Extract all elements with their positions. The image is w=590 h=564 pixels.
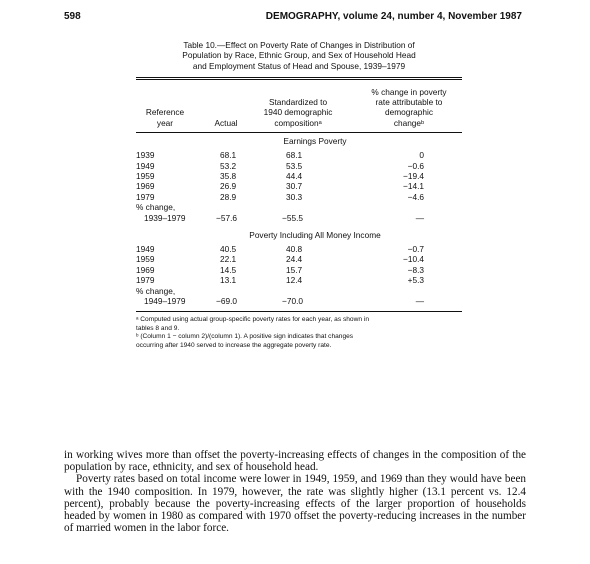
cell-year: 1969: [136, 181, 155, 192]
table-row: [136, 265, 462, 275]
table-row-pct-change: [136, 213, 462, 223]
header-line: Standardized to: [268, 97, 328, 107]
paragraph: in working wives more than offset the poverty-increasing effects of changes in the composition of the population by race, ethnicity, and sex of household head.: [64, 449, 526, 474]
header-line: rate attributable to: [375, 97, 443, 107]
table-caption: [136, 40, 462, 71]
header-actual: [206, 118, 246, 128]
cell-change: −0.7: [407, 243, 424, 254]
cell-year: 1979: [136, 275, 155, 286]
cell-change: 0: [419, 150, 424, 161]
table-row-label: [136, 202, 462, 212]
cell-year: 1949: [136, 243, 155, 254]
cell-year: 1959: [136, 171, 155, 181]
caption-line: Population by Race, Ethnic Group, and Sex of Household Head: [182, 50, 416, 61]
cell-change: —: [415, 295, 424, 306]
cell-change: −14.1: [403, 181, 424, 192]
cell-change: −0.6: [407, 160, 424, 171]
cell-standardized: −55.5: [282, 212, 303, 223]
paragraph: Poverty rates based on total income were lower in 1949, 1959, and 1969 than they would have been with the 1940 composition. In 1979, however, the rate was slightly higher (13.1 percent vs. 12.4 percent), probably because the poverty-increasing effects of the larger proportion of households headed by women in 1980 as compared with 1970 offset the poverty-reducing increases in the number of married women in the labor force.: [64, 473, 526, 535]
header-change: [356, 87, 462, 129]
table-row: [136, 244, 462, 254]
cell-actual: −57.6: [216, 212, 237, 223]
cell-standardized: 53.5: [286, 160, 303, 171]
table-row: [136, 181, 462, 191]
cell-pct-label: % change,: [136, 202, 176, 213]
cell-actual: 22.1: [220, 254, 237, 265]
running-header: DEMOGRAPHY, volume 24, number 4, November 1987: [265, 11, 522, 22]
cell-standardized: 15.7: [286, 264, 303, 275]
caption-line: and Employment Status of Head and Spouse, 1939–1979: [192, 60, 406, 71]
cell-actual: 26.9: [220, 181, 237, 192]
note-a-cont: tables 8 and 9.: [136, 324, 180, 332]
header-line: year: [156, 117, 174, 128]
cell-change: −19.4: [403, 171, 424, 181]
cell-actual: 28.9: [220, 191, 237, 202]
caption-line: Table 10.—Effect on Poverty Rate of Changes in Distribution of: [183, 40, 415, 50]
cell-actual: 14.5: [220, 264, 237, 275]
header-line: Actual: [214, 117, 238, 128]
table-row-label: [136, 286, 462, 296]
cell-actual: 35.8: [220, 171, 237, 181]
header-line: demographic: [385, 107, 433, 118]
cell-actual: −69.0: [216, 295, 237, 306]
cell-change: —: [415, 212, 424, 223]
cell-standardized: 12.4: [286, 275, 303, 286]
header-line: % change in poverty: [371, 86, 447, 97]
table-row-pct-change: [136, 296, 462, 306]
note-b-cont: occurring after 1940 served to increase the aggregate poverty rate.: [136, 341, 332, 349]
table-row: [136, 192, 462, 202]
note-b: ᵇ (Column 1 − column 2)/(column 1). A positive sign indicates that changes: [136, 333, 354, 341]
cell-standardized: 68.1: [286, 150, 303, 161]
note-a: ᵃ Computed using actual group-specific poverty rates for each year, as shown in: [136, 316, 369, 324]
cell-year: 1959: [136, 254, 155, 265]
cell-change: −10.4: [403, 254, 424, 265]
header-line: changeᵇ: [393, 117, 425, 128]
table-row: [136, 275, 462, 285]
cell-standardized: 44.4: [286, 171, 303, 181]
cell-actual: 13.1: [220, 275, 237, 286]
table-row: [136, 254, 462, 264]
cell-year: 1939: [136, 150, 155, 161]
cell-standardized: 30.7: [286, 181, 303, 192]
cell-year: 1969: [136, 264, 155, 275]
table-row: [136, 171, 462, 181]
header-line: compositionᵃ: [274, 117, 322, 128]
cell-standardized: 30.3: [286, 191, 303, 202]
table-row: [136, 150, 462, 160]
header-reference-year: [136, 107, 194, 128]
header-line: Reference: [145, 107, 185, 118]
cell-year-range: 1949–1979: [144, 295, 186, 306]
header-standardized: [248, 97, 348, 128]
table-10: [136, 40, 462, 350]
section-title-earnings: Earnings Poverty: [283, 136, 347, 147]
cell-year: 1949: [136, 160, 155, 171]
table-row: [136, 161, 462, 171]
cell-year-range: 1939–1979: [144, 212, 186, 223]
cell-pct-label: % change,: [136, 285, 176, 296]
cell-standardized: −70.0: [282, 295, 303, 306]
cell-standardized: 24.4: [286, 254, 303, 265]
section-title-money-income: Poverty Including All Money Income: [249, 229, 381, 240]
cell-change: −8.3: [407, 264, 424, 275]
cell-standardized: 40.8: [286, 243, 303, 254]
table-notes: [136, 312, 462, 350]
cell-actual: 68.1: [220, 150, 237, 161]
cell-actual: 53.2: [220, 160, 237, 171]
cell-actual: 40.5: [220, 243, 237, 254]
header-line: 1940 demographic: [263, 107, 333, 118]
body-text: [64, 449, 526, 534]
cell-change: −4.6: [407, 191, 424, 202]
cell-year: 1979: [136, 191, 155, 202]
page-number: 598: [64, 11, 81, 22]
cell-change: +5.3: [407, 275, 424, 286]
column-headers: [136, 80, 462, 132]
